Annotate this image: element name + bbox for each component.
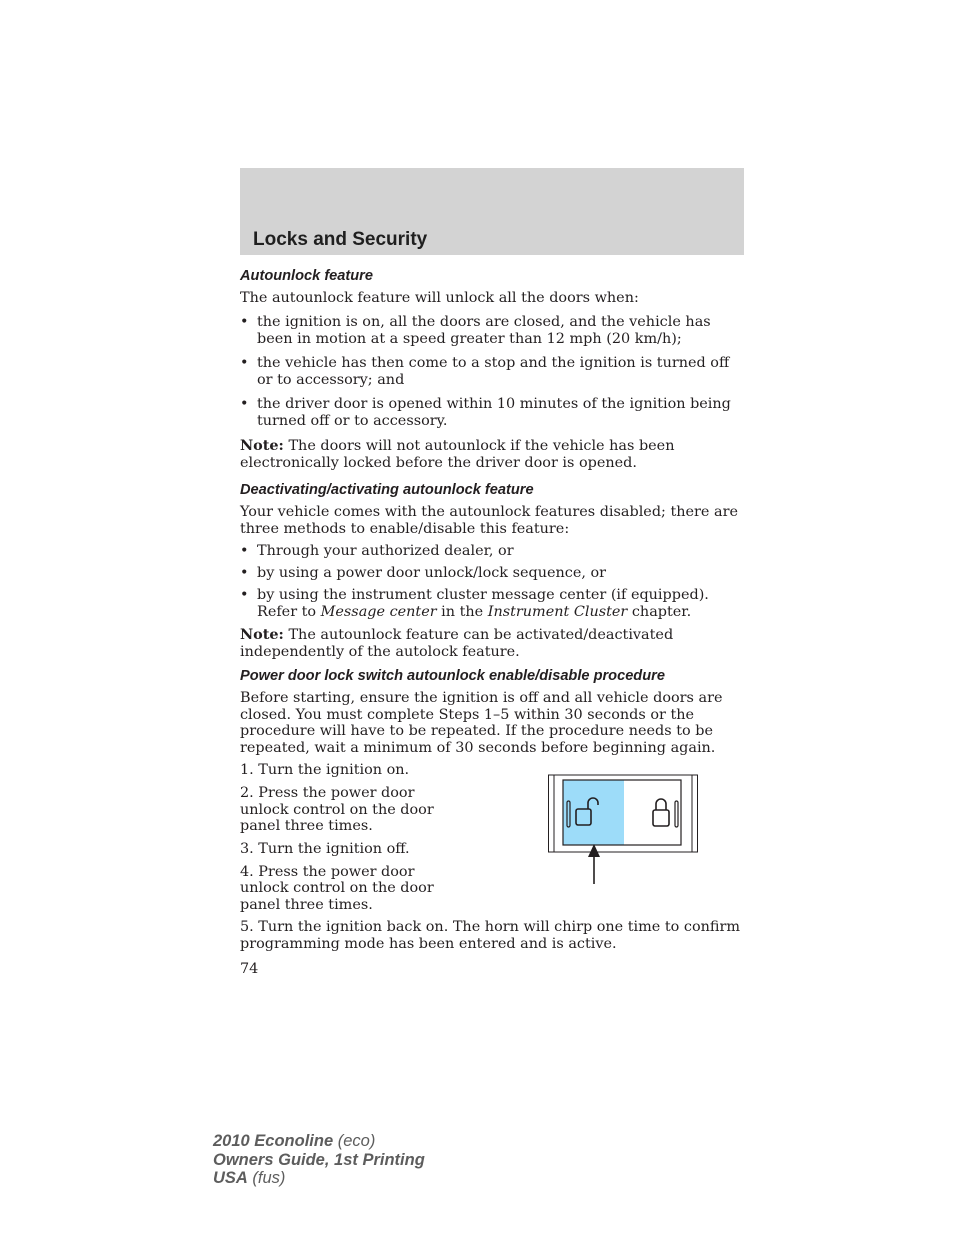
deactivating-heading: Deactivating/activating autounlock feature: [240, 482, 534, 498]
autounlock-note: [240, 437, 745, 472]
procedure-steps: [240, 762, 465, 913]
footer-line: Owners Guide, 1st Printing: [213, 1150, 425, 1169]
procedure-heading: Power door lock switch autounlock enable/disable procedure: [240, 668, 665, 684]
footer-model-code: (eco): [333, 1132, 376, 1150]
note-text: The doors will not autounlock if the vehicle has been electronically locked before the driver door is opened.: [240, 438, 675, 471]
deactivating-intro: Your vehicle comes with the autounlock features disabled; there are three methods to enable/disable this feature:: [240, 504, 738, 537]
list-item: • the vehicle has then come to a stop and the ignition is turned off or to accessory; and: [240, 355, 745, 389]
deactivating-note: [240, 626, 745, 661]
step-item: 4. Press the power door unlock control on the door panel three times.: [240, 863, 434, 913]
autounlock-heading: Autounlock feature: [240, 268, 373, 284]
footer-region-code: (fus): [247, 1169, 286, 1187]
note-label: Note:: [240, 626, 284, 643]
list-item: [240, 587, 745, 621]
door-lock-switch-illustration: [548, 774, 698, 886]
note-label: Note:: [240, 437, 284, 454]
step-item: 2. Press the power door unlock control on the door panel three times.: [240, 785, 434, 835]
bullet-text: chapter.: [627, 604, 692, 620]
footer-line: [213, 1132, 425, 1151]
note-text: The autounlock feature can be activated/deactivated independently of the autolock feature.: [240, 627, 674, 660]
page-title: Locks and Security: [253, 229, 428, 250]
list-item: • by using a power door unlock/lock sequence, or: [240, 565, 745, 582]
methods-list: [240, 543, 745, 621]
list-item: • the ignition is on, all the doors are closed, and the vehicle has been in motion at a speed greater than 12 mph (20 km/h);: [240, 314, 745, 348]
step-item: 5. Turn the ignition back on. The horn will chirp one time to confirm programming mode has been entered and is active.: [240, 919, 741, 952]
footer-line: [213, 1169, 425, 1188]
document-footer: [213, 1132, 425, 1188]
autounlock-conditions-list: [240, 314, 745, 430]
footer-model: 2010 Econoline: [213, 1132, 334, 1150]
footer-region: USA: [213, 1169, 248, 1187]
page-number: 74: [240, 961, 259, 977]
procedure-intro: Before starting, ensure the ignition is off and all vehicle doors are closed. You must complete Steps 1–5 within 30 seconds or the procedure will have to be repeated. If the procedure needs to be repeated, wait a minimum of 30 seconds before beginning again.: [240, 690, 723, 756]
step-item: 1. Turn the ignition on.: [240, 762, 410, 779]
section-header-band: [240, 168, 744, 255]
bullet-text: by using the instrument cluster message center (if equipped). Refer to: [257, 587, 709, 620]
message-center-reference: Message center: [320, 604, 437, 620]
autounlock-intro: The autounlock feature will unlock all the doors when:: [240, 290, 639, 306]
list-item: • Through your authorized dealer, or: [240, 543, 745, 560]
list-item: • the driver door is opened within 10 minutes of the ignition being turned off or to accessory.: [240, 396, 745, 430]
unlock-side-highlight: [563, 780, 624, 845]
instrument-cluster-reference: Instrument Cluster: [487, 604, 628, 620]
step-item: 3. Turn the ignition off.: [240, 840, 410, 857]
bullet-text: in the: [436, 604, 488, 620]
